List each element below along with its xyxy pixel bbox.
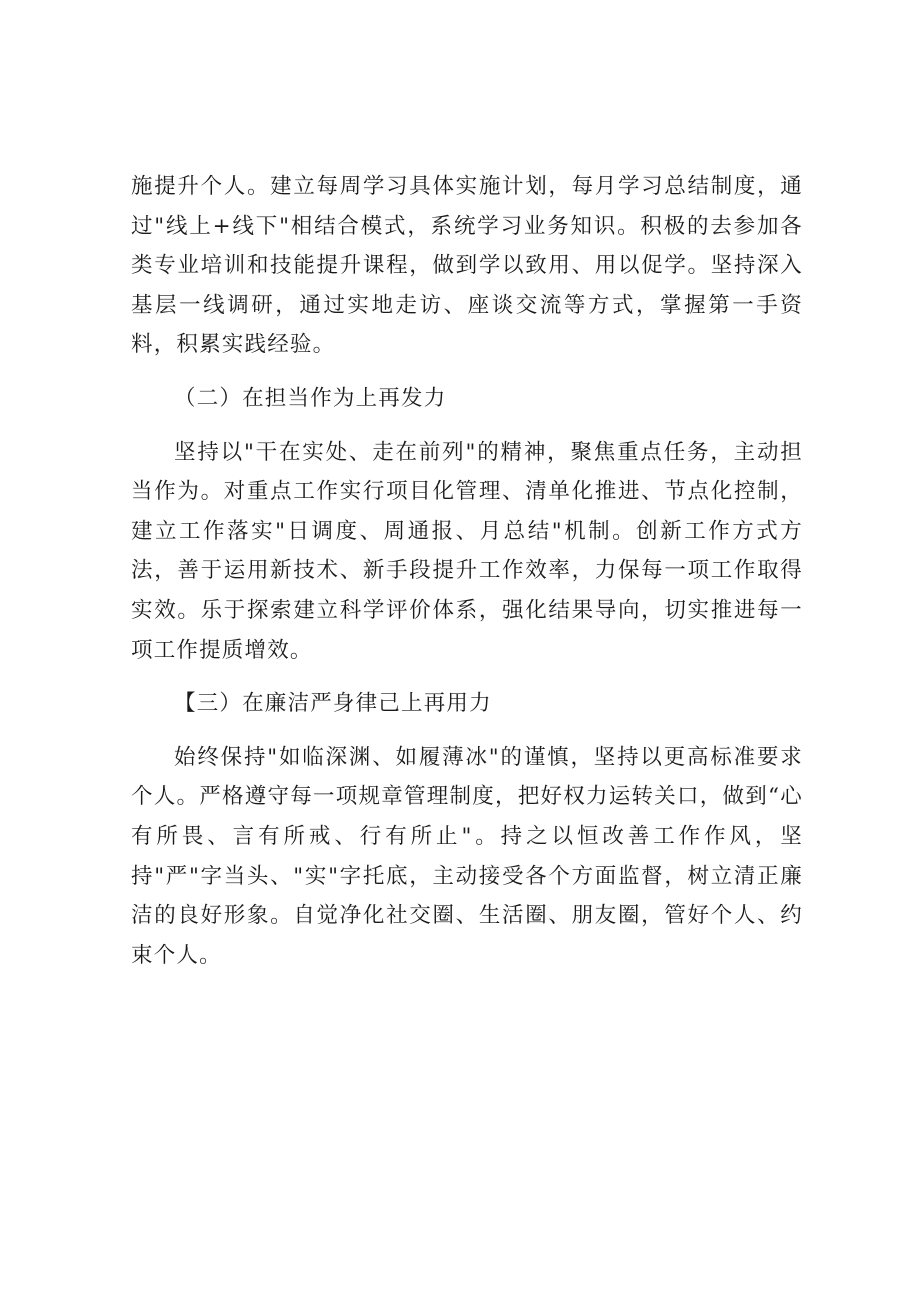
- paragraph-section-2: 坚持以"干在实处、走在前列"的精神，聚焦重点任务，主动担当作为。对重点工作实行项目化管理、清单化推进、节点化控制，建立工作落实"日调度、周通报、月总结"机制。创新工作方式方法，善于运用新技术、新手段提升工作效率，力保每一项工作取得实效。乐于探索建立科学评价体系，强化结果导向，切实推进每一项工作提质增效。: [131, 439, 803, 663]
- section-heading-3: 【三）在廉洁严身律己上再用力: [174, 691, 492, 717]
- document-body: [131, 167, 803, 975]
- paragraph-section-3: 始终保持"如临深渊、如履薄冰"的谨慎，坚持以更高标准要求个人。严格遵守每一项规章管理制度，把好权力运转关口，做到“心有所畏、言有所戒、行有所止"。持之以恒改善工作作风，坚持"严"字当头、"实"字托底，主动接受各个方面监督，树立清正廉洁的良好形象。自觉净化社交圈、生活圈、朋友圈，管好个人、约束个人。: [131, 744, 803, 968]
- paragraph-continuation: 施提升个人。建立每周学习具体实施计划，每月学习总结制度，通过"线上+线下"相结合模式，系统学习业务知识。积极的去参加各类专业培训和技能提升课程，做到学以致用、用以促学。坚持深入基层一线调研，通过实地走访、座谈交流等方式，掌握第一手资料，积累实践经验。: [131, 174, 803, 358]
- section-heading-2: （二）在担当作为上再发力: [174, 385, 447, 411]
